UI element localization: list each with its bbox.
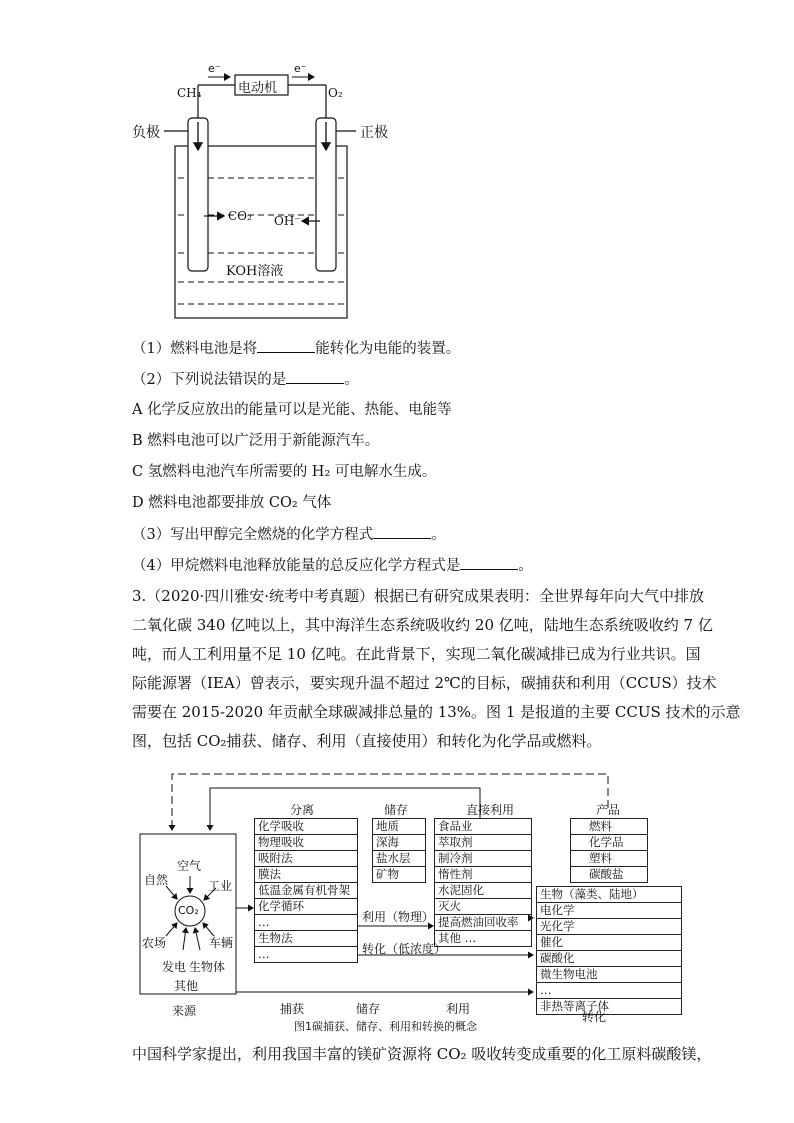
koh-solution-label: KOH溶液 bbox=[226, 264, 284, 279]
storage-list bbox=[372, 818, 426, 883]
problem-3-line: 吨，而人工利用量不足 10 亿吨。在此背景下，实现二氧化碳减排已成为行业共识。国 bbox=[132, 645, 701, 663]
question-3-tail: 。 bbox=[431, 527, 446, 543]
list-item: 化学循环 bbox=[255, 899, 357, 915]
list-item: 其他 … bbox=[438, 931, 477, 945]
question-1-text: （1）燃料电池是将 bbox=[132, 341, 258, 357]
list-item: … bbox=[255, 915, 357, 931]
list-item: 光化学 bbox=[537, 919, 681, 935]
list-item: 电化学 bbox=[537, 903, 681, 919]
list-item: 塑料 bbox=[571, 851, 647, 867]
bottom-label-source: 来源 bbox=[172, 1004, 197, 1018]
question-4-tail: 。 bbox=[518, 558, 533, 574]
figure-caption: 图1碳捕获、储存、利用和转换的概念 bbox=[294, 1020, 477, 1033]
answer-blank[interactable] bbox=[257, 338, 315, 353]
list-item: 惰性剂 bbox=[435, 867, 531, 883]
convert-low-label: 转化（低浓度） bbox=[362, 942, 447, 956]
answer-blank[interactable] bbox=[460, 555, 518, 570]
list-item: 水泥固化 bbox=[435, 883, 531, 899]
answer-blank[interactable] bbox=[373, 524, 431, 539]
source-vehicle: 车辆 bbox=[209, 936, 234, 950]
source-power: 发电 bbox=[162, 960, 187, 974]
question-3-text: （3）写出甲醇完全燃烧的化学方程式 bbox=[132, 527, 374, 543]
list-item: 矿物 bbox=[376, 867, 399, 881]
list-item: 物理吸收 bbox=[255, 835, 357, 851]
list-item: 地质 bbox=[373, 819, 425, 835]
ch4-label: CH₄ bbox=[177, 86, 202, 100]
o2-label: O₂ bbox=[328, 86, 343, 100]
separation-header: 分离 bbox=[290, 803, 315, 817]
list-item: 生物法 bbox=[255, 931, 357, 947]
list-item: 碳酸盐 bbox=[589, 867, 624, 881]
problem-3-line: 二氧化碳 340 亿吨以上，其中海洋生态系统吸收约 20 亿吨，陆地生态系统吸收约 7 亿 bbox=[132, 616, 713, 634]
list-item: 深海 bbox=[373, 835, 425, 851]
answer-blank[interactable] bbox=[286, 369, 344, 384]
fuel-cell-diagram bbox=[120, 60, 388, 325]
storage-header: 储存 bbox=[384, 803, 409, 817]
source-nature: 自然 bbox=[144, 873, 169, 887]
source-air: 空气 bbox=[177, 859, 202, 873]
list-item: 盐水层 bbox=[373, 851, 425, 867]
source-biomass: 生物体 bbox=[189, 960, 226, 974]
source-farm: 农场 bbox=[142, 936, 167, 950]
electron-label-right: e⁻ bbox=[294, 62, 307, 75]
list-item: 低温金属有机骨架 bbox=[255, 883, 357, 899]
motor-label: 电动机 bbox=[238, 81, 278, 96]
negative-pole-label: 负极 bbox=[132, 125, 160, 141]
list-item: 燃料 bbox=[571, 819, 647, 835]
direct-use-list bbox=[434, 818, 532, 947]
list-item: 微生物电池 bbox=[537, 967, 681, 983]
list-item: 吸附法 bbox=[255, 851, 357, 867]
bottom-label-store: 储存 bbox=[356, 1002, 381, 1016]
list-item: 灭火 bbox=[435, 899, 531, 915]
problem-3-line: 际能源署（IEA）曾表示，要实现升温不超过 2℃的目标，碳捕获和利用（CCUS）技术 bbox=[132, 674, 717, 692]
electron-label-left: e⁻ bbox=[208, 62, 221, 75]
source-other: 其他 bbox=[174, 979, 199, 993]
question-2-tail: 。 bbox=[344, 372, 359, 388]
problem-3-line: 3.（2020·四川雅安·统考中考真题）根据已有研究成果表明：全世界每年向大气中排放 bbox=[132, 587, 705, 605]
question-1 bbox=[132, 338, 460, 359]
bottom-label-use: 利用 bbox=[446, 1002, 471, 1016]
list-item: 化学品 bbox=[571, 835, 647, 851]
bottom-label-capture: 捕获 bbox=[280, 1002, 305, 1016]
question-4 bbox=[132, 555, 533, 576]
list-item: 非热等离子体 bbox=[540, 999, 609, 1013]
problem-3-line: 图，包括 CO₂捕获、储存、利用（直接使用）和转化为化学品或燃料。 bbox=[132, 732, 602, 750]
option-d: D 燃料电池都要排放 CO₂ 气体 bbox=[132, 495, 332, 511]
list-item: 生物（藻类、陆地） bbox=[537, 887, 681, 903]
bottom-label-convert: 转化 bbox=[582, 1010, 607, 1024]
source-industry: 工业 bbox=[208, 879, 233, 893]
co2-label: CO₂ bbox=[228, 209, 252, 223]
list-item: … bbox=[258, 947, 270, 961]
option-b: B 燃料电池可以广泛用于新能源汽车。 bbox=[132, 433, 380, 449]
list-item: 萃取剂 bbox=[435, 835, 531, 851]
question-3 bbox=[132, 524, 446, 545]
problem-3-text bbox=[132, 582, 741, 756]
positive-pole-label: 正极 bbox=[360, 125, 388, 141]
conversion-list bbox=[536, 886, 682, 1015]
problem-3-line: 需要在 2015-2020 年贡献全球碳减排总量的 13%。图 1 是报道的主要 CCUS 技术的示意 bbox=[132, 703, 741, 721]
option-a: A 化学反应放出的能量可以是光能、热能、电能等 bbox=[132, 402, 452, 418]
list-item: 化学吸收 bbox=[255, 819, 357, 835]
products-list bbox=[570, 818, 648, 883]
list-item: … bbox=[537, 983, 681, 999]
option-c: C 氢燃料电池汽车所需要的 H₂ 可电解水生成。 bbox=[132, 464, 437, 480]
use-physical-label: 利用（物理） bbox=[362, 910, 435, 924]
question-2 bbox=[132, 369, 359, 390]
list-item: 制冷剂 bbox=[435, 851, 531, 867]
co2-center-label: CO₂ bbox=[178, 904, 199, 917]
ccus-diagram bbox=[130, 768, 690, 1038]
list-item: 食品业 bbox=[435, 819, 531, 835]
list-item: 提高燃油回收率 bbox=[435, 915, 531, 931]
question-2-text: （2）下列说法错误的是 bbox=[132, 372, 287, 388]
list-item: 膜法 bbox=[255, 867, 357, 883]
list-item: 催化 bbox=[537, 935, 681, 951]
question-4-text: （4）甲烷燃料电池释放能量的总反应化学方程式是 bbox=[132, 558, 461, 574]
closing-text: 中国科学家提出，利用我国丰富的镁矿资源将 CO₂ 吸收转变成重要的化工原料碳酸镁， bbox=[132, 1045, 712, 1063]
separation-list bbox=[254, 818, 358, 963]
direct-use-header: 直接利用 bbox=[466, 803, 515, 817]
list-item: 碳酸化 bbox=[537, 951, 681, 967]
question-1-tail: 能转化为电能的装置。 bbox=[315, 341, 461, 357]
oh-label: OH⁻ bbox=[274, 214, 301, 228]
products-header: 产品 bbox=[596, 803, 621, 817]
